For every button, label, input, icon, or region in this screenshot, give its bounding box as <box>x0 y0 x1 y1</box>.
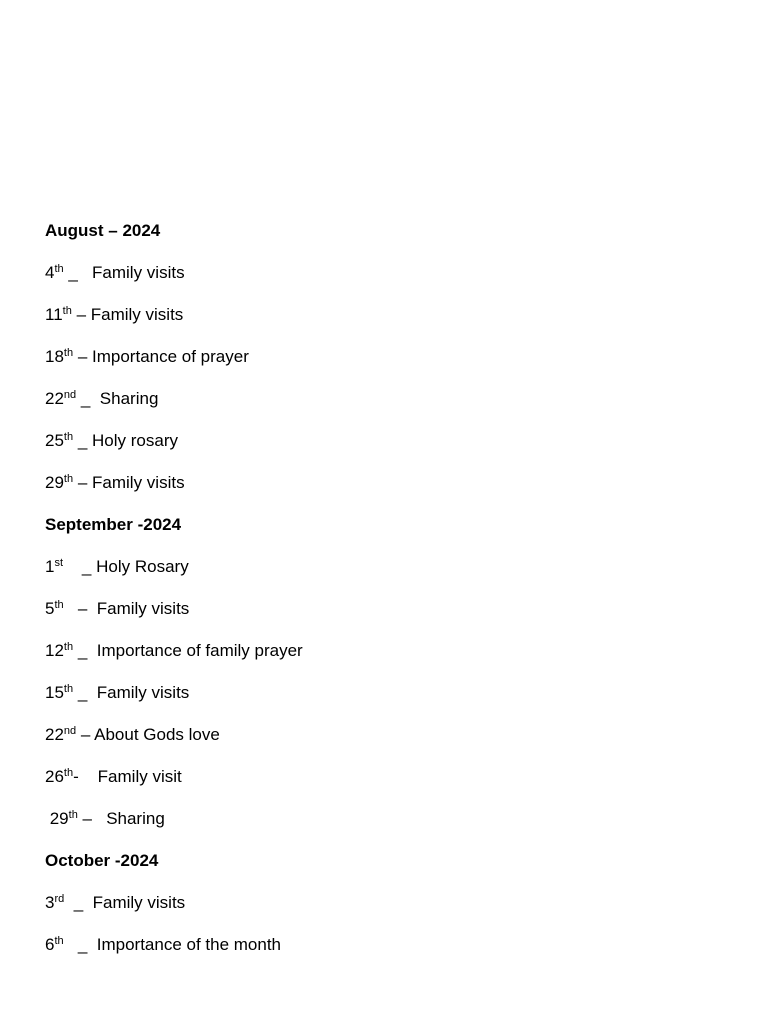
item-text: Family visit <box>97 767 182 786</box>
list-item <box>45 597 745 639</box>
day-number: 22 <box>45 389 64 408</box>
list-item <box>45 345 745 387</box>
day-suffix: nd <box>63 725 77 737</box>
list-item <box>45 639 745 681</box>
day-number: 18 <box>45 347 64 366</box>
item-text: Holy Rosary <box>96 557 189 576</box>
separator: _ <box>64 893 93 912</box>
separator: – <box>73 347 93 366</box>
item-text: Family visits <box>92 263 185 282</box>
day-number: 4 <box>45 263 55 282</box>
day-number: 1 <box>45 557 55 576</box>
day-number: 29 <box>45 809 69 828</box>
item-text: Family visits <box>96 683 190 702</box>
list-item <box>45 387 745 429</box>
day-suffix: th <box>63 347 74 359</box>
day-suffix: th <box>63 683 74 695</box>
separator: _ <box>76 389 100 408</box>
day-suffix: th <box>54 599 64 611</box>
item-text: About Gods love <box>94 725 220 744</box>
day-number: 29 <box>45 473 64 492</box>
list-item <box>45 723 745 765</box>
day-suffix: th <box>54 263 64 275</box>
item-text: Family visits <box>92 893 186 912</box>
list-item <box>45 303 745 345</box>
item-text: Sharing <box>106 809 165 828</box>
separator: – <box>77 809 107 828</box>
item-text: Family visits <box>96 599 190 618</box>
list-item <box>45 429 745 471</box>
day-number: 12 <box>45 641 64 660</box>
separator: _ <box>63 935 97 954</box>
list-item <box>45 681 745 723</box>
day-suffix: th <box>68 809 78 821</box>
list-item <box>45 261 745 303</box>
separator: _ <box>63 263 93 282</box>
separator: – <box>71 305 91 324</box>
separator: _ <box>63 557 97 576</box>
day-suffix: th <box>63 431 74 443</box>
day-suffix: rd <box>54 893 65 905</box>
item-text: Holy rosary <box>92 431 178 450</box>
separator: _ <box>73 431 93 450</box>
separator: _ <box>73 683 97 702</box>
day-number: 26 <box>45 767 64 786</box>
item-text: Family visits <box>90 305 184 324</box>
day-number: 3 <box>45 893 55 912</box>
day-number: 22 <box>45 725 64 744</box>
day-suffix: th <box>63 767 74 779</box>
schedule-document <box>45 219 745 975</box>
day-suffix: th <box>54 935 64 947</box>
list-item <box>45 765 745 807</box>
item-text: Importance of the month <box>96 935 282 954</box>
list-item <box>45 933 745 975</box>
item-text: Importance of prayer <box>92 347 249 366</box>
day-number: 25 <box>45 431 64 450</box>
item-text: Importance of family prayer <box>96 641 303 660</box>
day-number: 15 <box>45 683 64 702</box>
day-suffix: th <box>63 641 74 653</box>
separator: _ <box>73 641 97 660</box>
separator: - <box>73 767 98 786</box>
separator: – <box>63 599 97 618</box>
day-suffix: th <box>63 473 74 485</box>
separator: – <box>73 473 93 492</box>
item-text: Family visits <box>92 473 185 492</box>
day-suffix: st <box>54 557 64 569</box>
list-item <box>45 891 745 933</box>
month-heading: August – 2024 <box>45 221 161 240</box>
list-item <box>45 807 745 849</box>
month-heading: September -2024 <box>45 515 182 534</box>
day-suffix: nd <box>63 389 77 401</box>
day-number: 11 <box>45 305 63 324</box>
month-heading: October -2024 <box>45 851 159 870</box>
list-item <box>45 555 745 597</box>
separator: – <box>76 725 95 744</box>
item-text: Sharing <box>99 389 159 408</box>
day-number: 5 <box>45 599 55 618</box>
list-item <box>45 471 745 513</box>
day-suffix: th <box>62 305 72 317</box>
day-number: 6 <box>45 935 55 954</box>
